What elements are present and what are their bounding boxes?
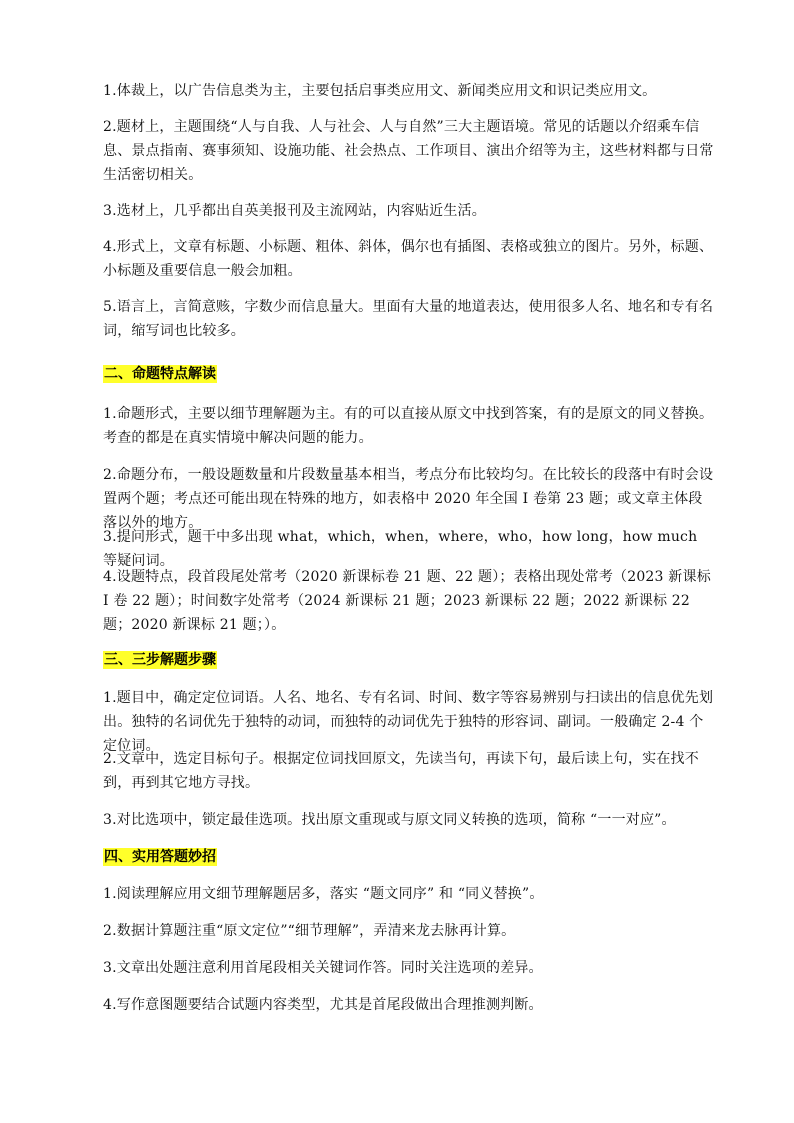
paragraph-tip-1: 1.阅读理解应用文细节理解题居多，落实 “题文同序” 和 “同义替换”。 — [103, 886, 544, 902]
paragraph-theme: 2.题材上，主题围绕“人与自我、人与社会、人与自然”三大主题语境。常见的话题以介绍乘车信息、景点指南、赛事须知、设施功能、社会热点、工作项目、演出介绍等为主，这些材料都与日常生活密切相关。 — [103, 119, 714, 183]
paragraph-form: 4.形式上，文章有标题、小标题、粗体、斜体，偶尔也有插图、表格或独立的图片。另外，标题、小标题及重要信息一般会加粗。 — [103, 239, 714, 279]
paragraph-question-format: 3.提问形式，题干中多出现 what，which，when，where，who，how long，how much 等疑问词。 — [103, 529, 698, 569]
paragraph-tip-3: 3.文章出处题注意利用首尾段相关关键词作答。同时关注选项的差异。 — [103, 960, 543, 976]
paragraph-tip-2: 2.数据计算题注重“原文定位”“细节理解”，弄清来龙去脉再计算。 — [103, 923, 516, 939]
paragraph-language: 5.语言上，言简意赅，字数少而信息量大。里面有大量的地道表达，使用很多人名、地名和专有名词，缩写词也比较多。 — [103, 299, 714, 339]
section-heading-3: 三、三步解题步骤 — [104, 652, 216, 668]
section-heading-2: 二、命题特点解读 — [104, 366, 216, 382]
paragraph-question-form: 1.命题形式，主要以细节理解题为主。有的可以直接从原文中找到答案，有的是原文的同义替换。考查的都是在真实情境中解决问题的能力。 — [103, 406, 714, 446]
paragraph-question-features: 4.设题特点，段首段尾处常考（2020 新课标卷 21 题、22 题）；表格出现处常考（2023 新课标 I 卷 22 题）；时间数字处常考（2024 新课标 21 题；2023 新课标 22 题；2022 新课标 22 题；2020 新课标 21 题；）。 — [103, 569, 711, 633]
paragraph-step-1: 1.题目中，确定定位词语。人名、地名、专有名词、时间、数字等容易辨别与扫读出的信息优先划出。独特的名词优先于独特的动词，而独特的动词优先于独特的形容词、副词。一般确定 2-4 个定位词。 — [103, 690, 714, 754]
paragraph-tip-4: 4.写作意图题要结合试题内容类型，尤其是首尾段做出合理推测判断。 — [103, 997, 543, 1013]
section-heading-4: 四、实用答题妙招 — [104, 849, 216, 865]
paragraph-question-distribution: 2.命题分布，一般设题数量和片段数量基本相当，考点分布比较均匀。在比较长的段落中有时会设置两个题；考点还可能出现在特殊的地方，如表格中 2020 年全国 I 卷第 23 题；或文章主体段落以外的地方。 — [103, 467, 714, 531]
paragraph-step-2: 2.文章中，选定目标句子。根据定位词找回原文，先读当句，再读下句，最后读上句，实在找不到，再到其它地方寻找。 — [103, 751, 699, 791]
paragraph-step-3: 3.对比选项中，锁定最佳选项。找出原文重现或与原文同义转换的选项，简称 “一一对应”。 — [103, 812, 676, 828]
paragraph-material: 3.选材上，几乎都出自英美报刊及主流网站，内容贴近生活。 — [103, 203, 486, 219]
paragraph-genre: 1.体裁上，以广告信息类为主，主要包括启事类应用文、新闻类应用文和识记类应用文。 — [103, 83, 657, 99]
